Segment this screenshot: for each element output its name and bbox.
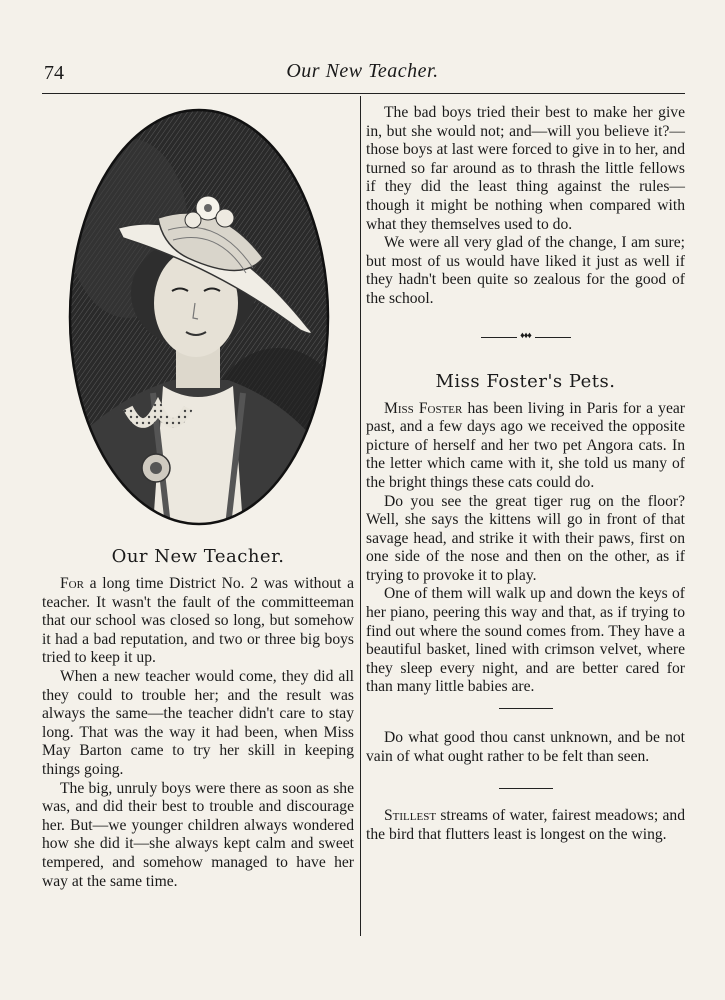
quote: Do what good thou canst unknown, and be not vain of what ought rather to be felt than seen. xyxy=(366,729,685,765)
paragraph-text: has been living in Paris for a year past, and a few days ago we received the opposite picture of herself and her two pet Angora cats. In the letter which came with it, she told us many of the bright things these cats could do. xyxy=(366,399,685,491)
paragraph: We were all very glad of the change, I am sure; but most of us would have liked it just as well if they hadn't been quite so zealous for the good of the school. xyxy=(366,234,685,307)
page-number: 74 xyxy=(44,62,64,84)
ornament-diamonds: ♦♦♦ xyxy=(520,329,531,340)
portrait-frame xyxy=(42,96,354,536)
column-divider xyxy=(360,96,361,936)
quote-text: streams of water, fairest meadows; and the bird that flutters least is longest on the wing. xyxy=(366,807,685,843)
article-title-our-new-teacher: Our New Teacher. xyxy=(111,546,285,567)
paragraph: One of them will walk up and down the keys of her piano, peering this way and that, as if trying to find out where the sound comes from. They have a beautiful basket, lined with crimson velvet, where they sleep every night, and are better cared for than many little babies are. xyxy=(366,585,685,696)
paragraph xyxy=(366,400,685,493)
paragraph: Do you see the great tiger rug on the floor? Well, she says the kittens will go in front of that savage head, and strike it with their paws, first on one side of the nose and then on the other, as if trying to provoke it to play. xyxy=(366,492,685,584)
paragraph: The bad boys tried their best to make her give in, but she would not; and—will you believe it?—those boys at last were forced to give in to her, and turned so far around as to thrash the little fellows if they did the least thing against the rules—though it might be nothing when compared with what they themselves used to do. xyxy=(366,104,685,233)
paragraph: The big, unruly boys were there as soon as she was, and did their best to trouble and discourage her. But—we younger children always wondered how she did it—she always kept calm and sweet tempered, and somehow managed to have her way at the same time. xyxy=(42,779,354,890)
drop-lead: Miss Foster xyxy=(384,399,463,417)
quote xyxy=(366,807,685,844)
teacher-portrait-engraving xyxy=(68,108,330,526)
header-rule xyxy=(42,93,685,94)
article-title-miss-fosters-pets: Miss Foster's Pets. xyxy=(435,370,616,392)
paragraph-text: a long time District No. 2 was without a teacher. It wasn't the fault of the committeeman that our school was closed so long, but somehow it had a bad reputation, and two or three big boys tried to keep it up. xyxy=(42,575,354,667)
drop-lead: Stillest xyxy=(384,807,437,825)
drop-lead: For xyxy=(60,575,84,592)
left-column xyxy=(42,96,354,891)
section-ornament xyxy=(481,329,571,341)
paragraph xyxy=(42,575,354,668)
divider-rule xyxy=(499,708,553,709)
divider-rule xyxy=(499,788,553,789)
paragraph: When a new teacher would come, they did all they could to trouble her; and the result was always the same—the teacher didn't care to stay long. That was the way it had been, when Miss May Barton came to try her skill in keeping things going. xyxy=(42,667,354,778)
running-title: Our New Teacher. xyxy=(286,60,439,82)
right-column xyxy=(366,96,685,844)
